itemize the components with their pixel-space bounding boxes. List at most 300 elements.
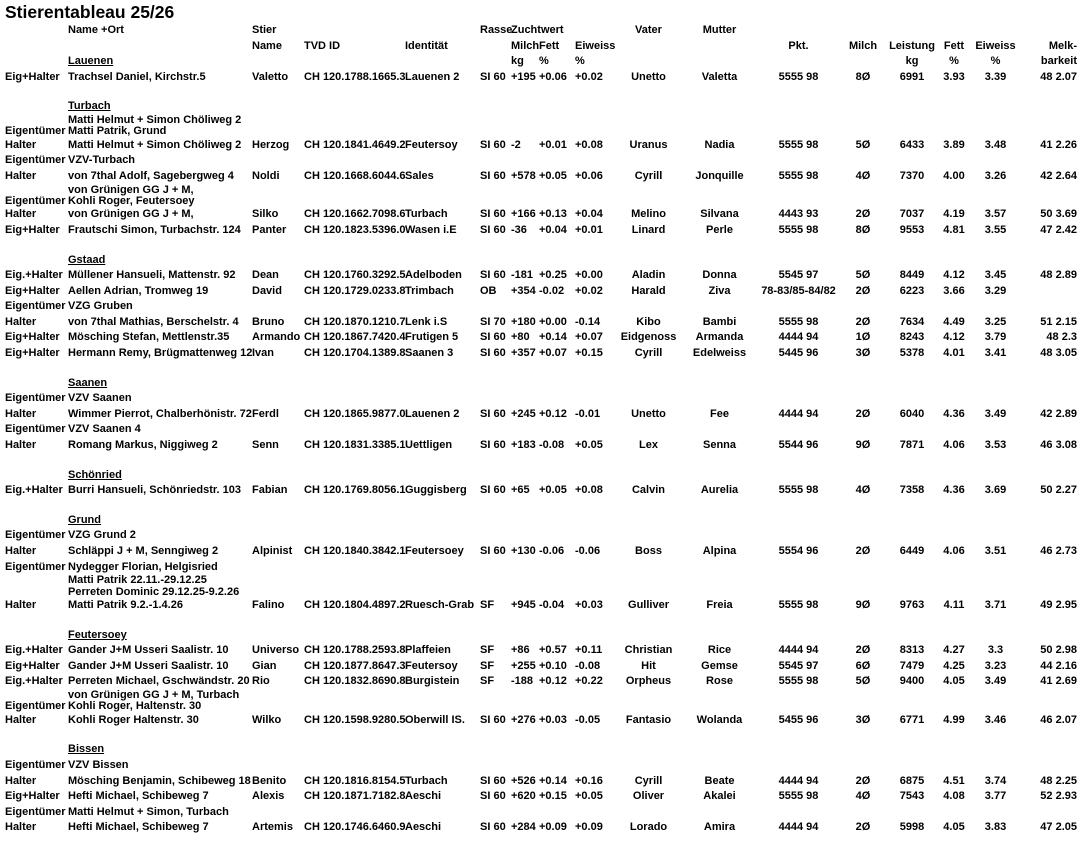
- cell-stier-name: Armando: [252, 331, 301, 344]
- cell-identitaet: Sales: [405, 169, 434, 182]
- cell-melkbarkeit: 44 2.16: [1040, 659, 1077, 672]
- cell-zw-milch: +620: [511, 790, 536, 803]
- header-identitaet: Identität: [405, 39, 448, 52]
- cell-mutter: Aurelia: [700, 484, 739, 497]
- table-row: [0, 758, 1080, 774]
- table-row: [0, 330, 1080, 346]
- page-title: Stierentableau 25/26: [5, 2, 175, 22]
- cell-zw-fett: +0.05: [539, 484, 567, 497]
- cell-name-ort: VZG Gruben: [68, 300, 133, 313]
- cell-melkbarkeit: 48 2.25: [1040, 774, 1077, 787]
- table-row: [0, 169, 1080, 185]
- cell-vater: Cyrill: [634, 169, 663, 182]
- cell-fett-pct: 4.19: [943, 208, 965, 221]
- cell-rasse: SI 60: [480, 484, 506, 497]
- cell-leistung-kg: 6223: [899, 284, 925, 297]
- table-row: [0, 674, 1080, 690]
- cell-leistung-kg: 7370: [899, 169, 925, 182]
- table-header-row-2: [0, 39, 1080, 55]
- cell-pkt: 5445 96: [778, 347, 819, 360]
- cell-eiweiss-pct: 3.51: [984, 545, 1007, 557]
- cell-mutter: Armanda: [695, 331, 744, 344]
- cell-zw-eiweiss: +0.15: [575, 347, 603, 360]
- cell-identitaet: Guggisberg: [405, 484, 467, 497]
- unit-zw-milch-kg: kg: [511, 55, 524, 68]
- cell-milch-lakt: 2Ø: [855, 407, 871, 420]
- cell-tvd-id: CH 120.1788.2593.8: [304, 644, 406, 657]
- cell-rasse: SI 60: [480, 138, 506, 151]
- cell-rasse: SI 60: [480, 331, 506, 344]
- cell-leistung-kg: 7037: [899, 208, 925, 221]
- cell-role: Eigentümer: [5, 392, 66, 405]
- cell-zw-eiweiss: +0.09: [575, 821, 603, 834]
- cell-tvd-id: CH 120.1788.1665.3: [304, 70, 406, 83]
- cell-rasse: SI 60: [480, 713, 506, 726]
- cell-leistung-kg: 9400: [899, 675, 925, 688]
- cell-role: Halter: [5, 545, 37, 557]
- cell-eiweiss-pct: 3.41: [984, 347, 1007, 360]
- cell-zw-fett: +0.03: [539, 713, 567, 726]
- cell-eiweiss-pct: 3.79: [984, 331, 1007, 344]
- cell-tvd-id: CH 120.1668.6044.6: [304, 169, 406, 182]
- cell-milch-lakt: 2Ø: [855, 644, 871, 657]
- cell-zw-fett: +0.14: [539, 774, 567, 787]
- cell-vater: Cyrill: [634, 347, 663, 360]
- cell-fett-pct: 4.36: [943, 407, 965, 420]
- cell-role: Halter: [5, 407, 37, 420]
- cell-name-ort: Mösching Benjamin, Schibeweg 18: [68, 774, 251, 787]
- cell-zw-eiweiss: +0.02: [575, 284, 603, 297]
- cell-zw-milch: +166: [511, 208, 536, 221]
- cell-vater: Fantasio: [625, 713, 672, 726]
- cell-stier-name: Ivan: [252, 347, 275, 360]
- cell-zw-fett: +0.00: [539, 315, 567, 328]
- cell-milch-lakt: 2Ø: [855, 208, 871, 221]
- cell-stier-name: Senn: [252, 439, 279, 452]
- cell-fett-pct: 4.05: [943, 821, 965, 834]
- cell-vater: Oliver: [632, 790, 665, 803]
- cell-zw-eiweiss: +0.11: [575, 644, 603, 657]
- cell-mutter: Amira: [703, 821, 736, 834]
- cell-fett-pct: 4.51: [943, 774, 965, 787]
- cell-milch-lakt: 5Ø: [855, 675, 871, 688]
- header-leistung: Leistung: [889, 39, 935, 52]
- header-pkt: Pkt.: [788, 39, 809, 52]
- cell-pkt: 5555 98: [778, 169, 819, 182]
- cell-role: Halter: [5, 598, 37, 611]
- cell-zw-milch: +255: [511, 659, 536, 672]
- unit-fett-pct: %: [949, 55, 959, 68]
- section-header-row: [0, 468, 1080, 484]
- cell-role: Eig+Halter: [5, 223, 60, 236]
- header-name-ort: Name +Ort: [68, 24, 124, 36]
- cell-mutter: Silvana: [700, 208, 739, 221]
- cell-name-ort: Matti Helmut + Simon Chöliweg 2: [68, 138, 242, 151]
- cell-role: Halter: [5, 315, 37, 328]
- cell-leistung-kg: 6040: [899, 407, 925, 420]
- cell-identitaet: Feutersoy: [405, 138, 458, 151]
- section-header-row: [0, 376, 1080, 392]
- cell-milch-lakt: 2Ø: [855, 545, 871, 557]
- table-row: [0, 560, 1080, 576]
- cell-stier-name: Gian: [252, 659, 277, 672]
- cell-milch-lakt: 4Ø: [855, 790, 871, 803]
- header-zuchtwert: Zuchtwert: [511, 24, 564, 36]
- cell-pkt: 5555 98: [778, 315, 819, 328]
- cell-stier-name: Universo: [252, 644, 300, 657]
- cell-role: Eig+Halter: [5, 331, 60, 344]
- cell-melkbarkeit: 50 3.69: [1040, 208, 1077, 221]
- cell-melkbarkeit: 47 2.05: [1040, 821, 1077, 834]
- cell-rasse: SI 60: [480, 347, 506, 360]
- cell-melkbarkeit: 46 2.07: [1040, 713, 1077, 726]
- cell-rasse: SF: [480, 675, 495, 688]
- cell-leistung-kg: 8243: [899, 331, 925, 344]
- cell-leistung-kg: 9763: [899, 598, 925, 611]
- cell-role: Eig+Halter: [5, 790, 60, 803]
- cell-zw-milch: +357: [511, 347, 536, 360]
- cell-milch-lakt: 4Ø: [855, 169, 871, 182]
- cell-zw-fett: -0.08: [539, 439, 565, 452]
- cell-name-ort: Matti Patrik 22.11.-29.12.25: [68, 574, 207, 587]
- cell-vater: Hit: [641, 659, 656, 672]
- cell-name-ort: Perreten Michael, Gschwändstr. 20: [68, 675, 250, 688]
- cell-eiweiss-pct: 3.71: [984, 598, 1007, 611]
- cell-zw-milch: +183: [511, 439, 536, 452]
- cell-leistung-kg: 6433: [899, 138, 925, 151]
- cell-role: Eigentümer: [5, 154, 66, 167]
- cell-zw-fett: +0.09: [539, 821, 567, 834]
- cell-role: Eig.+Halter: [5, 269, 63, 282]
- cell-melkbarkeit: 48 2.89: [1040, 269, 1077, 282]
- cell-identitaet: Wasen i.E: [405, 223, 457, 236]
- cell-zw-fett: +0.13: [539, 208, 567, 221]
- header-stier: Stier: [252, 24, 277, 36]
- cell-melkbarkeit: 48 2.07: [1040, 70, 1077, 83]
- cell-name-ort: Grund: [68, 513, 101, 526]
- cell-melkbarkeit: 41 2.26: [1040, 138, 1077, 151]
- cell-stier-name: Silko: [252, 208, 279, 221]
- cell-zw-eiweiss: +0.08: [575, 138, 603, 151]
- cell-mutter: Senna: [702, 439, 736, 452]
- table-row: [0, 789, 1080, 805]
- table-row: [0, 587, 1080, 598]
- cell-vater: Unetto: [631, 70, 666, 83]
- table-row: [0, 346, 1080, 362]
- cell-zw-eiweiss: -0.14: [575, 315, 601, 328]
- cell-identitaet: Aeschi: [405, 790, 442, 803]
- cell-zw-milch: +578: [511, 169, 536, 182]
- cell-fett-pct: 4.25: [943, 659, 965, 672]
- cell-name-ort: Nydegger Florian, Helgisried: [68, 560, 218, 573]
- cell-melkbarkeit: 47 2.42: [1040, 223, 1077, 236]
- cell-name-ort: Hefti Michael, Schibeweg 7: [68, 821, 209, 834]
- cell-mutter: Donna: [702, 269, 737, 282]
- section-header-row: [0, 99, 1080, 115]
- cell-stier-name: Falino: [252, 598, 285, 611]
- cell-name-ort: VZV Saanen: [68, 392, 132, 405]
- cell-role: Eigentümer: [5, 560, 66, 573]
- cell-fett-pct: 4.00: [943, 169, 965, 182]
- cell-name-ort: Burri Hansueli, Schönriedstr. 103: [68, 484, 242, 497]
- cell-tvd-id: CH 120.1870.1210.7: [304, 315, 406, 328]
- cell-name-ort: Mösching Stefan, Mettlenstr.35: [68, 331, 230, 344]
- cell-zw-fett: +0.14: [539, 331, 567, 344]
- cell-role: Halter: [5, 821, 37, 834]
- cell-fett-pct: 4.36: [943, 484, 965, 497]
- header-milch-lakt: Milch: [848, 39, 878, 52]
- cell-zw-milch: -2: [511, 138, 521, 151]
- cell-eiweiss-pct: 3.53: [984, 439, 1007, 452]
- cell-fett-pct: 4.01: [943, 347, 965, 360]
- cell-role: Eigentümer: [5, 423, 66, 436]
- cell-stier-name: Alpinist: [252, 545, 293, 557]
- cell-eiweiss-pct: 3.25: [984, 315, 1007, 328]
- table-row: [0, 701, 1080, 712]
- cell-melkbarkeit: 50 2.98: [1040, 644, 1077, 657]
- cell-name-ort: von 7thal Adolf, Sagebergweg 4: [68, 169, 234, 182]
- cell-tvd-id: CH 120.1598.9280.5: [304, 713, 406, 726]
- cell-stier-name: Bruno: [252, 315, 285, 328]
- cell-name-ort: Kohli Roger, Feutersoey: [68, 194, 195, 207]
- cell-tvd-id: CH 120.1804.4897.2: [304, 598, 406, 611]
- cell-identitaet: Feutersoey: [405, 545, 464, 557]
- cell-fett-pct: 4.81: [943, 223, 965, 236]
- cell-rasse: SI 60: [480, 545, 506, 557]
- cell-melkbarkeit: 42 2.64: [1040, 169, 1077, 182]
- cell-name-ort: von Grünigen GG J + M, Turbach: [68, 688, 240, 701]
- cell-zw-fett: +0.05: [539, 169, 567, 182]
- cell-role: Halter: [5, 774, 37, 787]
- cell-leistung-kg: 5378: [899, 347, 925, 360]
- cell-leistung-kg: 7634: [899, 315, 925, 328]
- cell-zw-milch: +86: [511, 644, 530, 657]
- cell-eiweiss-pct: 3.3: [987, 644, 1004, 657]
- cell-role: Eig+Halter: [5, 347, 60, 360]
- cell-pkt: 5455 96: [778, 713, 819, 726]
- table-row: [0, 268, 1080, 284]
- cell-fett-pct: 4.06: [943, 545, 965, 557]
- cell-vater: Melino: [631, 208, 666, 221]
- cell-zw-fett: +0.15: [539, 790, 567, 803]
- table-row: [0, 284, 1080, 300]
- cell-zw-eiweiss: +0.08: [575, 484, 603, 497]
- cell-identitaet: Lauenen 2: [405, 70, 460, 83]
- cell-name-ort: Gander J+M Usseri Saalistr. 10: [68, 659, 229, 672]
- cell-zw-milch: +945: [511, 598, 536, 611]
- cell-rasse: SI 60: [480, 439, 506, 452]
- cell-eiweiss-pct: 3.83: [984, 821, 1007, 834]
- cell-vater: Aladin: [631, 269, 666, 282]
- cell-vater: Lorado: [629, 821, 668, 834]
- cell-role: Halter: [5, 169, 37, 182]
- cell-milch-lakt: 3Ø: [855, 347, 871, 360]
- cell-zw-eiweiss: +0.16: [575, 774, 603, 787]
- cell-rasse: SI 60: [480, 774, 506, 787]
- cell-leistung-kg: 7543: [899, 790, 925, 803]
- cell-identitaet: Trimbach: [405, 284, 454, 297]
- cell-eiweiss-pct: 3.77: [984, 790, 1007, 803]
- cell-identitaet: Lauenen 2: [405, 407, 460, 420]
- cell-rasse: SI 60: [480, 70, 506, 83]
- header-stier-name: Name: [252, 39, 282, 52]
- table-body: [0, 70, 1080, 836]
- cell-zw-milch: -188: [511, 675, 534, 688]
- cell-rasse: SF: [480, 598, 495, 611]
- cell-eiweiss-pct: 3.49: [984, 675, 1007, 688]
- cell-mutter: Ziva: [708, 284, 731, 297]
- cell-milch-lakt: 8Ø: [855, 70, 871, 83]
- cell-name-ort: Romang Markus, Niggiweg 2: [68, 439, 218, 452]
- cell-eiweiss-pct: 3.23: [984, 659, 1007, 672]
- cell-identitaet: Burgistein: [405, 675, 460, 688]
- cell-pkt: 78-83/85-84/82: [761, 284, 836, 297]
- cell-milch-lakt: 9Ø: [855, 598, 871, 611]
- cell-zw-eiweiss: +0.00: [575, 269, 603, 282]
- table-row: [0, 391, 1080, 407]
- table-row: [0, 126, 1080, 137]
- cell-identitaet: Turbach: [405, 774, 448, 787]
- cell-role: Eig+Halter: [5, 70, 60, 83]
- cell-name-ort: von Grünigen GG J + M,: [68, 183, 194, 196]
- cell-eiweiss-pct: 3.39: [984, 70, 1007, 83]
- cell-tvd-id: CH 120.1704.1389.8: [304, 347, 406, 360]
- cell-rasse: SI 60: [480, 790, 506, 803]
- cell-role: Eigentümer: [5, 125, 66, 138]
- cell-identitaet: Feutersoy: [405, 659, 458, 672]
- cell-pkt: 5555 98: [778, 484, 819, 497]
- table-row: [0, 196, 1080, 207]
- cell-melkbarkeit: 46 3.08: [1040, 439, 1077, 452]
- cell-name-ort: Matti Helmut + Simon Chöliweg 2: [68, 113, 242, 126]
- cell-tvd-id: CH 120.1867.7420.4: [304, 331, 406, 344]
- table-row: [0, 544, 1080, 560]
- cell-tvd-id: CH 120.1871.7182.8: [304, 790, 406, 803]
- cell-mutter: Rice: [707, 644, 732, 657]
- cell-fett-pct: 3.93: [943, 70, 965, 83]
- cell-leistung-kg: 6449: [899, 545, 925, 557]
- cell-zw-fett: -0.04: [539, 598, 565, 611]
- cell-leistung-kg: 6771: [899, 713, 925, 726]
- header-tvd-id: TVD ID: [304, 39, 341, 52]
- cell-pkt: 4444 94: [778, 644, 819, 657]
- table-row: [0, 774, 1080, 790]
- cell-leistung-kg: 6991: [899, 70, 925, 83]
- table-row: [0, 138, 1080, 154]
- cell-identitaet: Lenk i.S: [405, 315, 448, 328]
- table-row: [0, 153, 1080, 169]
- cell-role: Eigentümer: [5, 529, 66, 542]
- cell-leistung-kg: 7358: [899, 484, 925, 497]
- cell-tvd-id: CH 120.1865.9877.0: [304, 407, 406, 420]
- cell-rasse: SI 60: [480, 169, 506, 182]
- table-header-row-3: [0, 54, 1080, 70]
- cell-vater: Cyrill: [634, 774, 663, 787]
- cell-vater: Calvin: [631, 484, 665, 497]
- cell-melkbarkeit: 48 2.3: [1046, 331, 1077, 344]
- cell-zw-milch: +526: [511, 774, 536, 787]
- header-mutter: Mutter: [702, 24, 737, 36]
- cell-role: Halter: [5, 713, 37, 726]
- cell-fett-pct: 4.08: [943, 790, 965, 803]
- cell-identitaet: Saanen 3: [405, 347, 454, 360]
- table-row: [0, 422, 1080, 438]
- cell-tvd-id: CH 120.1816.8154.5: [304, 774, 406, 787]
- cell-stier-name: Fabian: [252, 484, 288, 497]
- cell-vater: Harald: [631, 284, 666, 297]
- cell-zw-milch: +65: [511, 484, 530, 497]
- table-row: [0, 643, 1080, 659]
- cell-milch-lakt: 5Ø: [855, 269, 871, 282]
- cell-leistung-kg: 8449: [899, 269, 925, 282]
- cell-vater: Uranus: [629, 138, 668, 151]
- cell-zw-fett: +0.07: [539, 347, 567, 360]
- cell-name-ort: Perreten Dominic 29.12.25-9.2.26: [68, 585, 240, 598]
- cell-zw-fett: +0.57: [539, 644, 567, 657]
- cell-role: Eigentümer: [5, 805, 66, 818]
- cell-zw-milch: +354: [511, 284, 536, 297]
- cell-milch-lakt: 2Ø: [855, 774, 871, 787]
- cell-pkt: 5555 98: [778, 223, 819, 236]
- cell-eiweiss-pct: 3.45: [984, 269, 1007, 282]
- cell-fett-pct: 3.66: [943, 284, 965, 297]
- cell-role: Eigentümer: [5, 700, 66, 713]
- cell-zw-milch: +284: [511, 821, 536, 834]
- cell-leistung-kg: 6875: [899, 774, 925, 787]
- cell-name-ort: Wimmer Pierrot, Chalberhönistr. 72: [68, 407, 252, 420]
- cell-role: Eigentümer: [5, 758, 66, 771]
- table-row: [0, 598, 1080, 614]
- cell-eiweiss-pct: 3.26: [984, 169, 1007, 182]
- cell-mutter: Akalei: [703, 790, 736, 803]
- unit-leistung-kg: kg: [905, 55, 919, 68]
- cell-name-ort: Aellen Adrian, Tromweg 19: [68, 284, 209, 297]
- cell-stier-name: Ferdl: [252, 407, 279, 420]
- cell-leistung-kg: 5998: [899, 821, 925, 834]
- cell-tvd-id: CH 120.1662.7098.6: [304, 208, 406, 221]
- cell-mutter: Wolanda: [696, 713, 743, 726]
- cell-zw-eiweiss: -0.06: [575, 545, 601, 557]
- cell-role: Eigentümer: [5, 300, 66, 313]
- cell-vater: Unetto: [631, 407, 666, 420]
- cell-name-ort: Hefti Michael, Schibeweg 7: [68, 790, 209, 803]
- cell-zw-eiweiss: -0.08: [575, 659, 601, 672]
- cell-melkbarkeit: 41 2.69: [1040, 675, 1077, 688]
- cell-melkbarkeit: 52 2.93: [1040, 790, 1077, 803]
- unit-zw-eiweiss-pct: %: [575, 55, 585, 68]
- cell-tvd-id: CH 120.1832.8690.8: [304, 675, 406, 688]
- cell-name-ort: VZV Saanen 4: [68, 423, 141, 436]
- cell-eiweiss-pct: 3.48: [984, 138, 1007, 151]
- table-row: [0, 407, 1080, 423]
- cell-fett-pct: 4.27: [943, 644, 965, 657]
- cell-rasse: SI 60: [480, 223, 506, 236]
- cell-name-ort: Turbach: [68, 100, 111, 113]
- cell-tvd-id: CH 120.1823.5396.0: [304, 223, 406, 236]
- cell-name-ort: Trachsel Daniel, Kirchstr.5: [68, 70, 206, 83]
- cell-leistung-kg: 7479: [899, 659, 925, 672]
- cell-vater: Christian: [624, 644, 673, 657]
- cell-fett-pct: 4.12: [943, 269, 965, 282]
- section-header-row: [0, 513, 1080, 529]
- table-row: [0, 70, 1080, 86]
- cell-zw-eiweiss: +0.02: [575, 70, 603, 83]
- table-row: [0, 575, 1080, 586]
- cell-eiweiss-pct: 3.69: [984, 484, 1007, 497]
- cell-pkt: 5555 98: [778, 598, 819, 611]
- cell-zw-eiweiss: -0.05: [575, 713, 601, 726]
- cell-melkbarkeit: 50 2.27: [1040, 484, 1077, 497]
